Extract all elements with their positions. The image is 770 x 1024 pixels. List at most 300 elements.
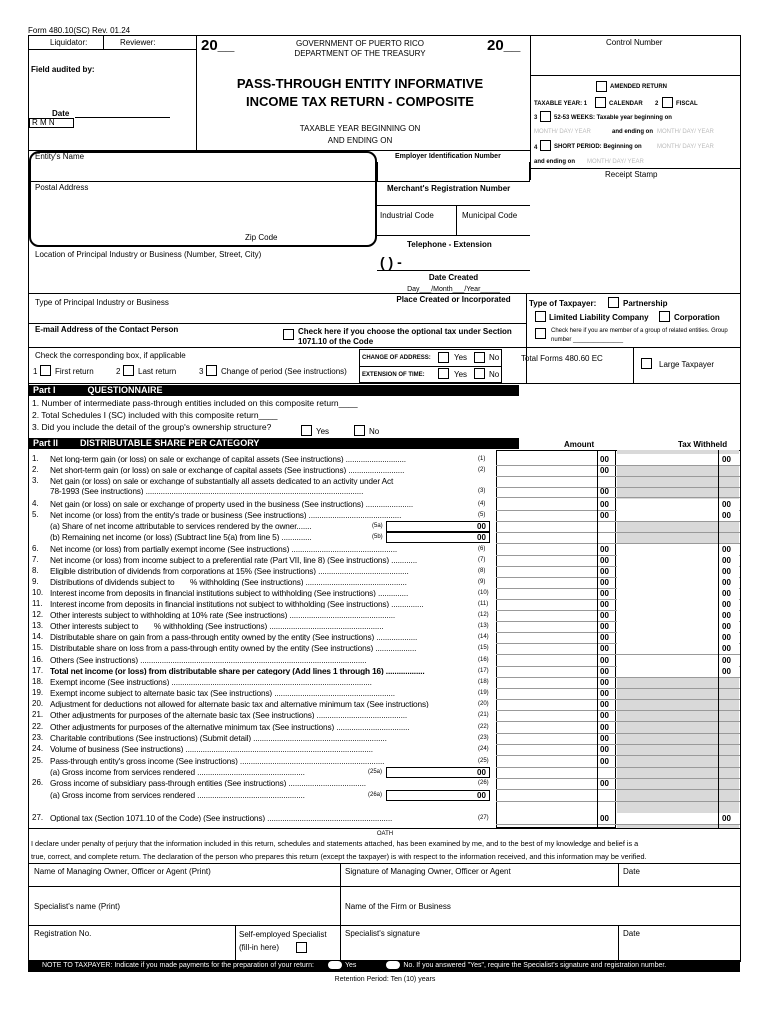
name-address-box[interactable]	[29, 151, 377, 247]
withheld-input[interactable]	[617, 544, 739, 555]
line-text: Eligible distribution of dividends from corporations at 15% (See instructions) ..........................................	[50, 567, 409, 576]
divider	[377, 205, 530, 206]
line-number: 7.	[32, 555, 39, 564]
line-text: Adjustment for deductions not allowed for alternate basic tax and alternative minimum tax (See instructions)	[50, 700, 429, 709]
line-text: Other adjustments for purposes of the alternate basic tax (See instructions) ..........................................	[50, 711, 408, 720]
line-text: Gross income of subsidiary pass-through entities (See instructions) ....................................	[50, 779, 366, 788]
amount-cents: 00	[600, 723, 609, 732]
amount-cents: 00	[600, 644, 609, 653]
line-text: Net long-term gain (or loss) on sale or exchange of capital assets (See instructions) ............................	[50, 455, 406, 464]
divider	[28, 383, 740, 384]
divider	[28, 863, 740, 864]
line-text: Volume of business (See instructions) .......................................................................................	[50, 745, 373, 754]
line-number: 13.	[32, 621, 44, 630]
line-number: 9.	[32, 577, 39, 586]
divider	[28, 323, 526, 324]
llc-checkbox[interactable]	[535, 311, 546, 322]
date-label-2: Date	[623, 929, 640, 938]
first-return-checkbox[interactable]	[40, 365, 51, 376]
withheld-input[interactable]	[617, 643, 739, 654]
calendar-label: CALENDAR	[609, 101, 643, 107]
fiscal-label: FISCAL	[676, 101, 698, 107]
amount-cents: 00	[600, 711, 609, 720]
withheld-cents: 00	[722, 600, 731, 609]
specialist-name-label: Specialist's name (Print)	[34, 902, 120, 911]
specialist-signature-label: Specialist's signature	[345, 929, 420, 938]
divider	[28, 828, 740, 829]
line-text: (a) Share of net income attributable to services rendered by the owner.......	[50, 522, 312, 531]
last-return-checkbox[interactable]	[123, 365, 134, 376]
divider	[359, 366, 502, 367]
line-code: (20)	[478, 701, 489, 707]
location-label: Location of Principal Industry or Business (Number, Street, City)	[35, 250, 262, 259]
withheld-cents: 00	[722, 622, 731, 631]
type-business-label: Type of Principal Industry or Business	[35, 298, 169, 307]
amount-cents: 00	[600, 734, 609, 743]
optional-tax-label: Check here if you choose the optional tax under Section 1071.10 of the Code	[298, 327, 512, 346]
line-code: (8)	[478, 568, 486, 574]
weeks-label: 52-53 WEEKS: Taxable year beginning on	[554, 115, 672, 121]
withheld-input[interactable]	[617, 621, 739, 632]
line-text: Optional tax (Section 1071.10 of the Code) (See instructions) ..........................................................	[50, 814, 393, 823]
year-left: 20__	[201, 37, 235, 54]
line-number: 2.	[32, 465, 39, 474]
amount-cents: 00	[600, 545, 609, 554]
email-label: E-mail Address of the Contact Person	[35, 325, 179, 334]
large-taxpayer-checkbox[interactable]	[641, 358, 652, 369]
partnership-checkbox[interactable]	[608, 297, 619, 308]
line-code: (13)	[478, 623, 489, 629]
divider	[377, 270, 530, 271]
row-divider	[496, 767, 740, 768]
ending-on: and ending on	[612, 129, 653, 135]
corporation-label: Corporation	[674, 313, 720, 322]
question-2: 2. Total Schedules I (SC) included with this composite return____	[32, 410, 278, 420]
q3-no-checkbox[interactable]	[354, 425, 365, 436]
line-code: (17)	[478, 668, 489, 674]
municipal-code-label: Municipal Code	[462, 211, 518, 220]
short-period-label: SHORT PERIOD: Beginning on	[554, 144, 642, 150]
liquidator-label: Liquidator:	[50, 38, 88, 47]
line-text: (b) Remaining net income (or loss) (Subtract line 5(a) from line 5) ..............	[50, 533, 312, 542]
first-return-label: First return	[55, 367, 94, 376]
line-text: Other interests subject to ___% withholding (See instructions) .....................................................	[50, 622, 384, 631]
taxable-year-begin: TAXABLE YEAR BEGINNING ON	[299, 124, 421, 133]
amount-cents: 00	[600, 611, 609, 620]
line-number: 21.	[32, 710, 44, 719]
amount-column[interactable]	[496, 450, 616, 828]
part2-header	[29, 438, 519, 449]
short-period-checkbox[interactable]	[540, 140, 551, 151]
line-text: Net income (or loss) from partially exempt income (See instructions) .................................................	[50, 545, 398, 554]
option-2: 2	[655, 101, 659, 107]
extension-no-checkbox[interactable]	[474, 368, 485, 379]
amount-cents: 00	[600, 511, 609, 520]
registration-label: Registration No.	[34, 929, 92, 938]
withheld-input[interactable]	[617, 666, 739, 677]
row-divider	[496, 497, 740, 498]
withheld-cents: 00	[722, 814, 731, 823]
fiscal-checkbox[interactable]	[662, 97, 673, 108]
row-divider	[496, 677, 740, 678]
withheld-cents: 00	[722, 556, 731, 565]
withheld-cents: 00	[722, 567, 731, 576]
firm-name-label: Name of the Firm or Business	[345, 902, 451, 911]
control-number-label: Control Number	[606, 38, 663, 47]
line-code: (14)	[478, 634, 489, 640]
amount-cents: 00	[600, 622, 609, 631]
row-divider	[496, 733, 740, 734]
line-text: Pass-through entity's gross income (See instructions) ...................................................................	[50, 757, 385, 766]
ending-on: and ending on	[534, 159, 575, 165]
amount-cents: 00	[600, 745, 609, 754]
year-right: 20__	[487, 37, 521, 54]
row-divider	[496, 688, 740, 689]
row-divider	[496, 744, 740, 745]
last-return-label: Last return	[138, 367, 177, 376]
amended-checkbox[interactable]	[596, 81, 607, 92]
extension-yes-checkbox[interactable]	[438, 368, 449, 379]
line-number: 8.	[32, 566, 39, 575]
cents-zero: 00	[477, 522, 486, 531]
divider	[28, 49, 196, 50]
line-code: (23)	[478, 735, 489, 741]
row-divider	[496, 710, 740, 711]
line-code: (5b)	[372, 534, 383, 540]
note-bar	[28, 960, 740, 972]
line-text: Exempt income (See instructions) .............................................................................................	[50, 678, 372, 687]
address-no-checkbox[interactable]	[474, 352, 485, 363]
top-border	[28, 35, 740, 36]
withheld-cents: 00	[722, 500, 731, 509]
place-created-label: Place Created or Incorporated	[396, 295, 511, 304]
row-divider	[496, 521, 740, 522]
line-number: 5.	[32, 510, 39, 519]
line-code: (26a)	[368, 792, 383, 798]
line-number: 27.	[32, 813, 44, 822]
withheld-cents: 00	[722, 656, 731, 665]
amount-cents: 00	[600, 779, 609, 788]
divider	[456, 205, 457, 235]
amount-cents: 00	[600, 678, 609, 687]
line-number: 4.	[32, 499, 39, 508]
divider	[28, 293, 740, 294]
question-3: 3. Did you include the detail of the group's ownership structure?	[32, 422, 272, 432]
extension-no: No	[489, 370, 500, 379]
amount-cents: 00	[600, 633, 609, 642]
receipt-stamp: Receipt Stamp	[605, 170, 658, 179]
entity-name-label: Entity's Name	[35, 152, 85, 161]
line-code: (5a)	[372, 523, 383, 529]
sub-amount-input[interactable]	[386, 521, 490, 532]
withheld-input[interactable]	[617, 610, 739, 621]
calendar-checkbox[interactable]	[595, 97, 606, 108]
divider	[28, 925, 740, 926]
line-number: 6.	[32, 544, 39, 553]
line-code: (25)	[478, 758, 489, 764]
amount-cents: 00	[600, 466, 609, 475]
address-yes: Yes	[454, 353, 468, 362]
line-code: (19)	[478, 690, 489, 696]
date-line	[75, 117, 170, 118]
amount-cents: 00	[600, 757, 609, 766]
withheld-cents: 00	[722, 578, 731, 587]
note-yes: Yes	[344, 962, 357, 969]
line-text: Exempt income subject to alternate basic tax (See instructions) ........................................................	[50, 689, 395, 698]
ein-label: Employer Identification Number	[395, 153, 501, 160]
optional-tax-checkbox[interactable]	[283, 329, 294, 340]
option-3: 3	[534, 115, 538, 121]
cents-zero: 00	[477, 791, 486, 800]
row-divider	[496, 801, 740, 802]
change-address-label: CHANGE OF ADDRESS:	[362, 355, 431, 361]
row-divider	[496, 476, 740, 477]
divider	[530, 75, 740, 76]
row-divider	[496, 778, 740, 779]
line-code: (11)	[478, 601, 489, 607]
amount-cents: 00	[600, 567, 609, 576]
option-4: 4	[534, 145, 538, 151]
num-1: 1	[33, 367, 38, 376]
num-2: 2	[116, 367, 121, 376]
line-text: Total net income (or loss) from distributable share per category (Add lines 1 through 16) ..................	[50, 667, 425, 676]
withheld-input[interactable]	[617, 454, 739, 465]
line-number: 20.	[32, 699, 44, 708]
part2-label: Part II	[33, 438, 59, 448]
llc-label: Limited Liability Company	[549, 313, 649, 322]
line-text: Net gain (or loss) on sale or exchange of substantially all assets dedicated to an activity under Act	[50, 477, 394, 486]
title-line1: PASS-THROUGH ENTITY INFORMATIVE	[236, 76, 484, 91]
weeks-checkbox[interactable]	[540, 111, 551, 122]
date-created-label: Date Created	[428, 273, 479, 282]
industrial-code-label: Industrial Code	[380, 211, 434, 220]
line-text: Net gain (or loss) on sale or exchange of property used in the business (See instructions) ......................	[50, 500, 414, 509]
ein-input[interactable]	[377, 162, 530, 182]
large-taxpayer-label: Large Taxpayer	[659, 360, 714, 369]
taxable-year-end: AND ENDING ON	[327, 136, 393, 145]
line-number: 11.	[32, 599, 43, 608]
amended-label: AMENDED RETURN	[610, 84, 667, 90]
withheld-cents: 00	[722, 589, 731, 598]
line-number: 18.	[32, 677, 44, 686]
date-label-1: Date	[623, 867, 640, 876]
line-number: 10.	[32, 588, 44, 597]
divider	[530, 35, 531, 180]
cents-zero: 00	[477, 533, 486, 542]
withheld-input[interactable]	[617, 655, 739, 666]
line-number: 19.	[32, 688, 44, 697]
owner-signature-label: Signature of Managing Owner, Officer or Agent	[345, 867, 511, 876]
sub-amount-input[interactable]	[386, 767, 490, 778]
line-text: Net income (or loss) from income subject to a preferential rate (Part VII, line 8) (See instructions) ............	[50, 556, 418, 565]
line-number: 16.	[32, 655, 44, 664]
oath-title: OATH	[376, 831, 394, 837]
extension-label: EXTENSION OF TIME:	[362, 372, 425, 378]
line-code: (2)	[478, 467, 486, 473]
divider	[28, 886, 740, 887]
self-employed-checkbox[interactable]	[296, 942, 307, 953]
line-code: (3)	[478, 488, 486, 494]
address-no: No	[489, 353, 500, 362]
withheld-input[interactable]	[617, 499, 739, 510]
corresponding-label: Check the corresponding box, if applicable	[35, 351, 186, 360]
telephone-format: ( ) -	[380, 254, 402, 270]
line-number: 3.	[32, 476, 39, 485]
date-format: MONTH/ DAY/ YEAR	[587, 159, 644, 165]
note-no-oval[interactable]	[386, 961, 400, 969]
withheld-input[interactable]	[617, 599, 739, 610]
line-text: Distributable share on loss from a pass-through entity owned by the entity (See instructions) ...................	[50, 644, 417, 653]
line-text: Other interests subject to withholding at 10% rate (See instructions) .................................................	[50, 611, 396, 620]
line-code: (26)	[478, 780, 489, 786]
department: DEPARTMENT OF THE TREASURY	[294, 49, 426, 58]
q3-yes: Yes	[316, 427, 330, 436]
line-number: 14.	[32, 632, 44, 641]
taxable-year-label: TAXABLE YEAR: 1	[534, 101, 588, 107]
withheld-cents: 00	[722, 644, 731, 653]
withheld-input[interactable]	[617, 555, 739, 566]
rmn: R M N	[32, 118, 55, 127]
q3-yes-checkbox[interactable]	[301, 425, 312, 436]
withheld-input[interactable]	[617, 566, 739, 577]
question-1: 1. Number of intermediate pass-through entities included on this composite return____	[32, 398, 358, 408]
line-code: (6)	[478, 546, 486, 552]
row-divider	[496, 789, 740, 790]
address-yes-checkbox[interactable]	[438, 352, 449, 363]
partnership-label: Partnership	[623, 299, 668, 308]
withheld-input[interactable]	[617, 510, 739, 521]
withheld-input[interactable]	[617, 588, 739, 599]
divider	[633, 347, 634, 383]
line-number: 17.	[32, 666, 44, 675]
date-format: MONTH/ DAY/ YEAR	[657, 144, 714, 150]
line-number: 22.	[32, 722, 44, 731]
line-number: 1.	[32, 454, 39, 463]
line-text: Distributable share on gain from a pass-through entity owned by the entity (See instructions) ...................	[50, 633, 418, 642]
date-created-format: Day___/Month___/Year_____	[407, 286, 500, 293]
withheld-input[interactable]	[617, 813, 739, 824]
amount-cents: 00	[600, 700, 609, 709]
type-taxpayer-label: Type of Taxpayer:	[529, 299, 597, 308]
note-text: NOTE TO TAXPAYER: Indicate if you made payments for the preparation of your return:	[42, 962, 314, 969]
amount-cents: 00	[600, 656, 609, 665]
line-code: (22)	[478, 724, 489, 730]
row-divider	[496, 721, 740, 722]
amount-cents: 00	[600, 814, 609, 823]
group-checkbox[interactable]	[535, 328, 546, 339]
divider	[530, 168, 740, 169]
line-code: (18)	[478, 679, 489, 685]
date-format: MONTH/ DAY/ YEAR	[534, 129, 591, 135]
change-period-checkbox[interactable]	[206, 365, 217, 376]
fill-in-label: (fill-in here)	[239, 943, 280, 952]
line-code: (9)	[478, 579, 486, 585]
amount-cents: 00	[600, 600, 609, 609]
row-divider	[496, 699, 740, 700]
row-divider	[496, 465, 740, 466]
row-divider	[496, 755, 740, 756]
line-number: 23.	[32, 733, 44, 742]
part1-title: QUESTIONNAIRE	[87, 385, 163, 395]
line-code: (27)	[478, 815, 489, 821]
line-code: (7)	[478, 557, 486, 563]
amount-cents: 00	[600, 689, 609, 698]
divider	[235, 925, 236, 960]
telephone-label: Telephone - Extension	[407, 240, 492, 249]
amount-cents: 00	[600, 667, 609, 676]
divider	[196, 35, 197, 150]
line-text: Net income (or loss) from the entity's trade or business (See instructions) ...........................................	[50, 511, 402, 520]
amount-cents: 00	[600, 487, 609, 496]
part1-label: Part I	[33, 385, 56, 395]
change-period-label: Change of period (See instructions)	[221, 367, 347, 376]
corporation-checkbox[interactable]	[659, 311, 670, 322]
date-label: Date	[52, 109, 70, 118]
owner-name-label: Name of Managing Owner, Officer or Agent (Print)	[34, 867, 211, 876]
title-line2: INCOME TAX RETURN - COMPOSITE	[246, 94, 474, 109]
line-code: (24)	[478, 746, 489, 752]
amount-cents: 00	[600, 455, 609, 464]
divider	[340, 863, 341, 960]
divider	[30, 181, 376, 182]
group-label: Check here if you are member of a group of related entities. Group number _______________	[551, 328, 728, 343]
line-text: Others (See instructions) .........................................................................................................	[50, 656, 367, 665]
line-number: 15.	[32, 643, 44, 652]
line-code: (12)	[478, 612, 489, 618]
line-number: 26.	[32, 778, 44, 787]
tax-withheld-header: Tax Withheld	[678, 440, 728, 449]
sub-amount-input[interactable]	[386, 790, 490, 801]
sub-amount-input[interactable]	[386, 532, 490, 543]
date-format: MONTH/ DAY/ YEAR	[657, 129, 714, 135]
cents-divider	[597, 450, 598, 828]
line-text: Net short-term gain (or loss) on sale or exchange of capital assets (See instructions) ..........................	[50, 466, 405, 475]
self-employed-label: Self-employed Specialist	[239, 930, 327, 939]
line-text: Other adjustments for purposes of the alternative minimum tax (See instructions) ..................................	[50, 723, 410, 732]
line-code: (21)	[478, 712, 489, 718]
line-code: (10)	[478, 590, 489, 596]
divider	[103, 35, 104, 49]
field-audited: Field audited by:	[31, 65, 95, 74]
amount-header: Amount	[564, 440, 595, 449]
line-number: 24.	[32, 744, 44, 753]
zip-code-label: Zip Code	[245, 233, 278, 242]
withheld-cents: 00	[722, 611, 731, 620]
line-text: 78-1993 (See instructions) .....................................................................................................	[50, 487, 364, 496]
amount-cents: 00	[600, 556, 609, 565]
retention-period: Retention Period: Ten (10) years	[334, 976, 436, 983]
cents-zero: 00	[477, 768, 486, 777]
row-divider	[496, 532, 740, 533]
divider	[618, 863, 619, 886]
withheld-input[interactable]	[617, 577, 739, 588]
withheld-cents: 00	[722, 545, 731, 554]
oath-text-1: I declare under penalty of perjury that the information included in this return, schedules and statements attached, has been examined by me, and to the best of my knowledge and belief is a	[31, 839, 639, 848]
oath-text-2: true, correct, and complete return. The declaration of the person who prepares this return (except the taxpayer) is with respect to the information received, and this information may be verified.	[31, 852, 647, 861]
cents-divider	[718, 450, 719, 828]
note-yes-oval[interactable]	[328, 961, 342, 969]
line-code: (15)	[478, 645, 489, 651]
line-number: 12.	[32, 610, 44, 619]
note-no: No. If you answered "Yes", require the Specialist's signature and registration number.	[403, 962, 667, 969]
withheld-input[interactable]	[617, 632, 739, 643]
extension-yes: Yes	[454, 370, 468, 379]
line-text: Charitable contributions (See instructions) (Submit detail) ..............................................................	[50, 734, 387, 743]
line-code: (25a)	[368, 769, 383, 775]
divider	[526, 293, 527, 383]
withheld-cents: 00	[722, 667, 731, 676]
line-text: Interest income from deposits in financial institutions subject to withholding (See instructions) ..............	[50, 589, 409, 598]
